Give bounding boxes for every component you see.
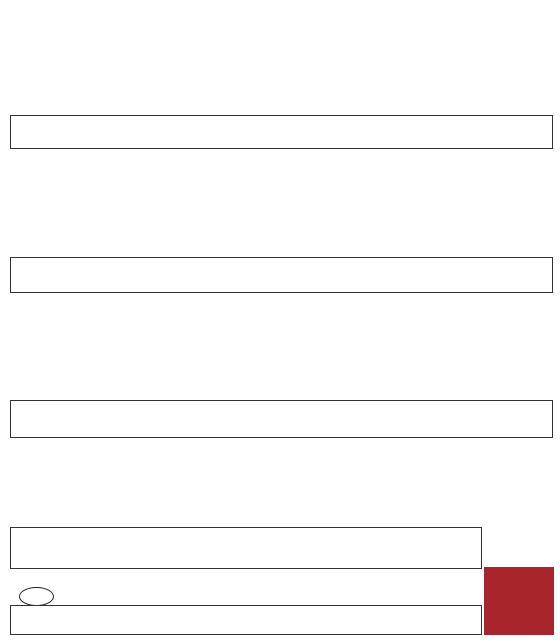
- decision-answer-box[interactable]: [10, 527, 482, 569]
- brand-stamp-kanji-top: [484, 567, 554, 577]
- brand-stamp: [484, 567, 554, 635]
- planner-comment-box[interactable]: [10, 115, 553, 149]
- yes-selected-circle: [19, 587, 54, 606]
- craftsmen-comment-box[interactable]: [10, 400, 553, 438]
- referral-comment-box[interactable]: [10, 605, 482, 635]
- supervisor-comment-box[interactable]: [10, 257, 553, 293]
